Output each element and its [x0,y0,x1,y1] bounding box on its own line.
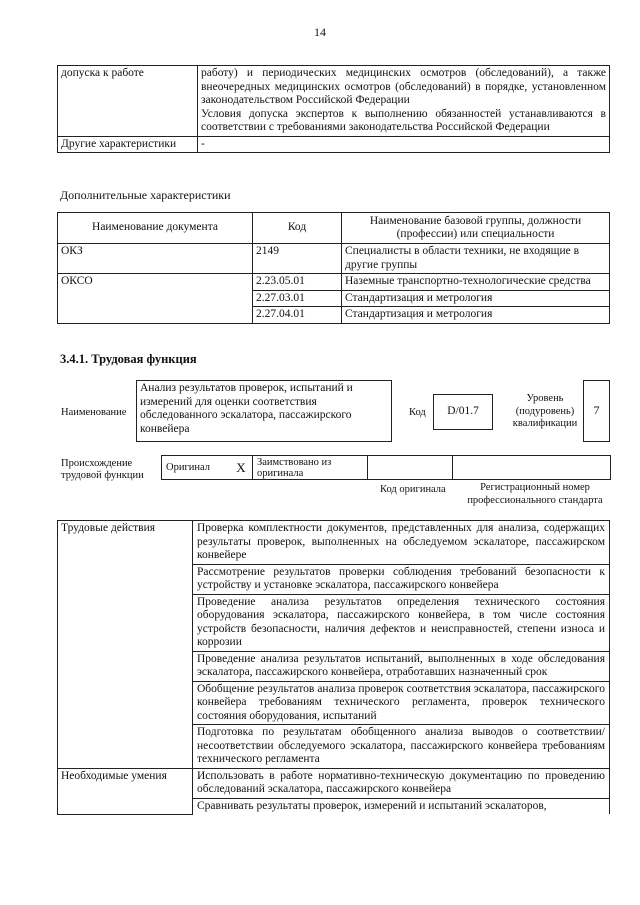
code-label: Код [409,407,426,418]
table-row [162,456,611,480]
section-title: Дополнительные характеристики [60,188,231,202]
reg-number-caption: Регистрационный номер профессионального стандарта [467,482,603,506]
table-row [58,274,610,291]
table-row [58,244,610,274]
admission-table [57,65,610,153]
row-label: Другие характеристики [58,136,198,153]
name-cell: Специалисты в области техники, не входящие в другие группы [342,244,610,274]
table-row [58,521,610,565]
doc-cell: ОКЗ [58,244,253,274]
action-item: Проведение анализа результатов определения технического состояния оборудования эскалатора, пассажирского конвейера, в том числе состояния устройств безопасности, наличия дефектов и неисправностей, степени износа и коррозии [193,594,610,651]
column-header: Наименование документа [58,213,253,244]
cell-line: Условия допуска экспертов к выполнению обязанностей устанавливаются в соответствии с требованиями законодательства Российской Федерации [201,107,606,133]
table-row [58,66,610,137]
row-label: допуска к работе [58,66,198,137]
code-cell: 2149 [253,244,342,274]
original-cell: Оригинал [162,456,231,480]
actions-label: Трудовые действия [58,521,193,769]
origin-label: Происхождение трудовой функции [61,458,144,481]
row-value: - [198,136,610,153]
doc-cell: ОКСО [58,274,253,324]
skill-item: Использовать в работе нормативно-техническую документацию по проведению обследований эскалатора, пассажирского конвейера [193,768,610,798]
original-code-caption: Код оригинала [380,484,446,495]
code-cell: 2.23.05.01 [253,274,342,291]
page-number: 14 [314,25,326,39]
action-item: Проверка комплектности документов, представленных для анализа, содержащих результаты проверок, выполненных на обследуемом эскалаторе, пассажирском конвейере [193,521,610,565]
table-header-row [58,213,610,244]
column-header: Код [253,213,342,244]
cell-line: работу) и периодических медицинских осмотров (обследований), а также внеочередных медицинских осмотров (обследований) в порядке, установленном законодательством Российской Федерации [201,67,606,106]
code-cell: 2.27.04.01 [253,307,342,324]
level-box [583,380,610,442]
action-item: Обобщение результатов анализа проверок соответствия эскалатора, пассажирского конвейера требованиям технического регламента, проверок технического состояния оборудования, испытаний [193,681,610,725]
table-row [58,136,610,153]
name-cell: Стандартизация и метрология [342,307,610,324]
function-code: D/01.7 [447,405,479,418]
function-code-box [433,394,493,430]
origin-table [161,455,611,480]
function-details-table [57,520,610,815]
action-item: Подготовка по результатам обобщенного анализа выводов о соответствии/несоответствии обследуемого эскалатора, пассажирского конвейера требованиям технического регламента [193,725,610,769]
name-cell: Наземные транспортно-технологические средства [342,274,610,291]
name-label: Наименование [61,407,127,418]
function-name-box: Анализ результатов проверок, испытаний и измерений для оценки соответствия обследованного эскалатора, пассажирского конвейера [136,380,392,442]
column-header: Наименование базовой группы, должности (профессии) или специальности [342,213,610,244]
row-value [198,66,610,137]
code-cell: 2.27.03.01 [253,290,342,307]
table-row [58,768,610,798]
skill-item: Сравнивать результаты проверок, измерений и испытаний эскалаторов, [193,798,610,814]
original-mark: X [230,456,253,480]
original-code-cell [368,456,453,480]
reg-number-cell [453,456,611,480]
level-label: Уровень (подуровень) квалификации [512,393,578,429]
section-heading: 3.4.1. Трудовая функция [60,352,197,366]
name-cell: Стандартизация и метрология [342,290,610,307]
borrowed-cell: Заимствовано из оригинала [253,456,368,480]
action-item: Проведение анализа результатов испытаний, выполненных в ходе обследования эскалатора, пассажирского конвейера, отработавших назначенный срок [193,651,610,681]
skills-label: Необходимые умения [58,768,193,814]
extra-characteristics-table [57,212,610,324]
action-item: Рассмотрение результатов проверки соблюдения требований безопасности к устройству и установке эскалатора, пассажирского конвейера [193,564,610,594]
level-value: 7 [593,403,600,418]
